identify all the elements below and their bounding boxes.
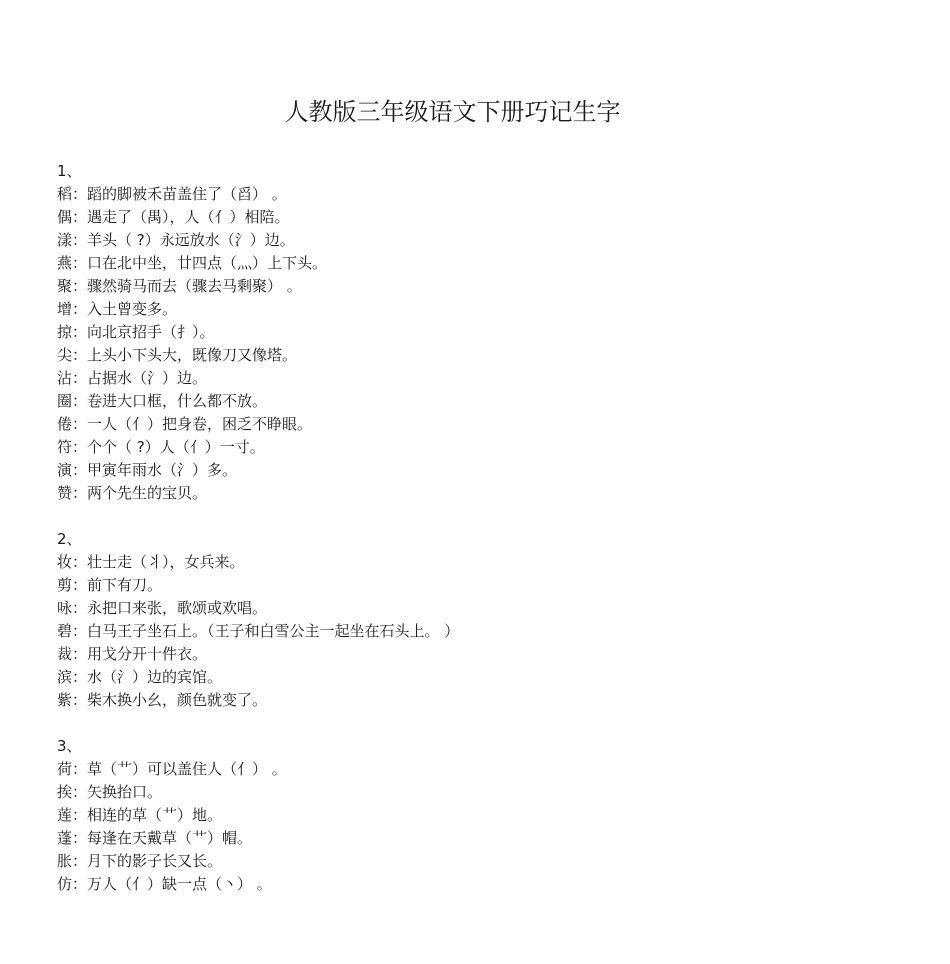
mnemonic-line: 碧：白马王子坐石上。（王子和白雪公主一起坐在石头上。 ） xyxy=(57,622,460,640)
section-2 xyxy=(57,528,917,712)
mnemonic-line: 紫：柴木换小幺，颜色就变了。 xyxy=(57,691,268,709)
mnemonic-line: 沾：占据水（氵）边。 xyxy=(57,369,208,387)
mnemonic-line: 胀：月下的影子长又长。 xyxy=(57,852,223,870)
page-title: 人教版三年级语文下册巧记生字 xyxy=(284,98,621,126)
section-number: 2、 xyxy=(57,530,82,548)
mnemonic-line: 赞：两个先生的宝贝。 xyxy=(57,484,208,502)
mnemonic-line: 符：个个（ ?）人（亻）一寸。 xyxy=(57,438,265,456)
mnemonic-line: 漾：羊头（ ?）永远放水（氵）边。 xyxy=(57,231,295,249)
mnemonic-line: 稻：蹈的脚被禾苗盖住了（舀） 。 xyxy=(57,185,287,203)
mnemonic-line: 仿：万人（亻）缺一点（丶） 。 xyxy=(57,875,272,893)
mnemonic-line: 裁：用戈分开十件衣。 xyxy=(57,645,208,663)
mnemonic-line: 增：入土曾变多。 xyxy=(57,300,178,318)
mnemonic-line: 聚：骤然骑马而去（骤去马剩聚） 。 xyxy=(57,277,302,295)
mnemonic-line: 荷：草（艹）可以盖住人（亻） 。 xyxy=(57,760,287,778)
mnemonic-line: 演：甲寅年雨水（氵）多。 xyxy=(57,461,238,479)
mnemonic-line: 偶：遇走了（禺），人（亻）相陪。 xyxy=(57,208,290,226)
section-gap xyxy=(57,505,917,528)
section-3 xyxy=(57,735,917,896)
mnemonic-line: 燕：口在北中坐，廿四点（灬）上下头。 xyxy=(57,254,328,272)
mnemonic-line: 圈：卷进大口框，什么都不放。 xyxy=(57,392,268,410)
section-gap xyxy=(57,712,917,735)
section-1 xyxy=(57,160,917,505)
mnemonic-line: 剪：前下有刀。 xyxy=(57,576,163,594)
document-content xyxy=(57,160,917,896)
mnemonic-line: 莲：相连的草（艹）地。 xyxy=(57,806,223,824)
mnemonic-line: 蓬：每逢在天戴草（艹）帽。 xyxy=(57,829,253,847)
mnemonic-line: 尖：上头小下头大，既像刀又像塔。 xyxy=(57,346,298,364)
mnemonic-line: 挨：矢换抬口。 xyxy=(57,783,163,801)
section-number: 3、 xyxy=(57,737,82,755)
mnemonic-line: 滨：水（氵）边的宾馆。 xyxy=(57,668,223,686)
mnemonic-line: 倦：一人（亻）把身卷，困乏不睁眼。 xyxy=(57,415,313,433)
mnemonic-line: 咏：永把口来张，歌颂或欢唱。 xyxy=(57,599,268,617)
section-number: 1、 xyxy=(57,162,82,180)
mnemonic-line: 妆：壮士走（丬），女兵来。 xyxy=(57,553,245,571)
mnemonic-line: 掠：向北京招手（扌）。 xyxy=(57,323,215,341)
